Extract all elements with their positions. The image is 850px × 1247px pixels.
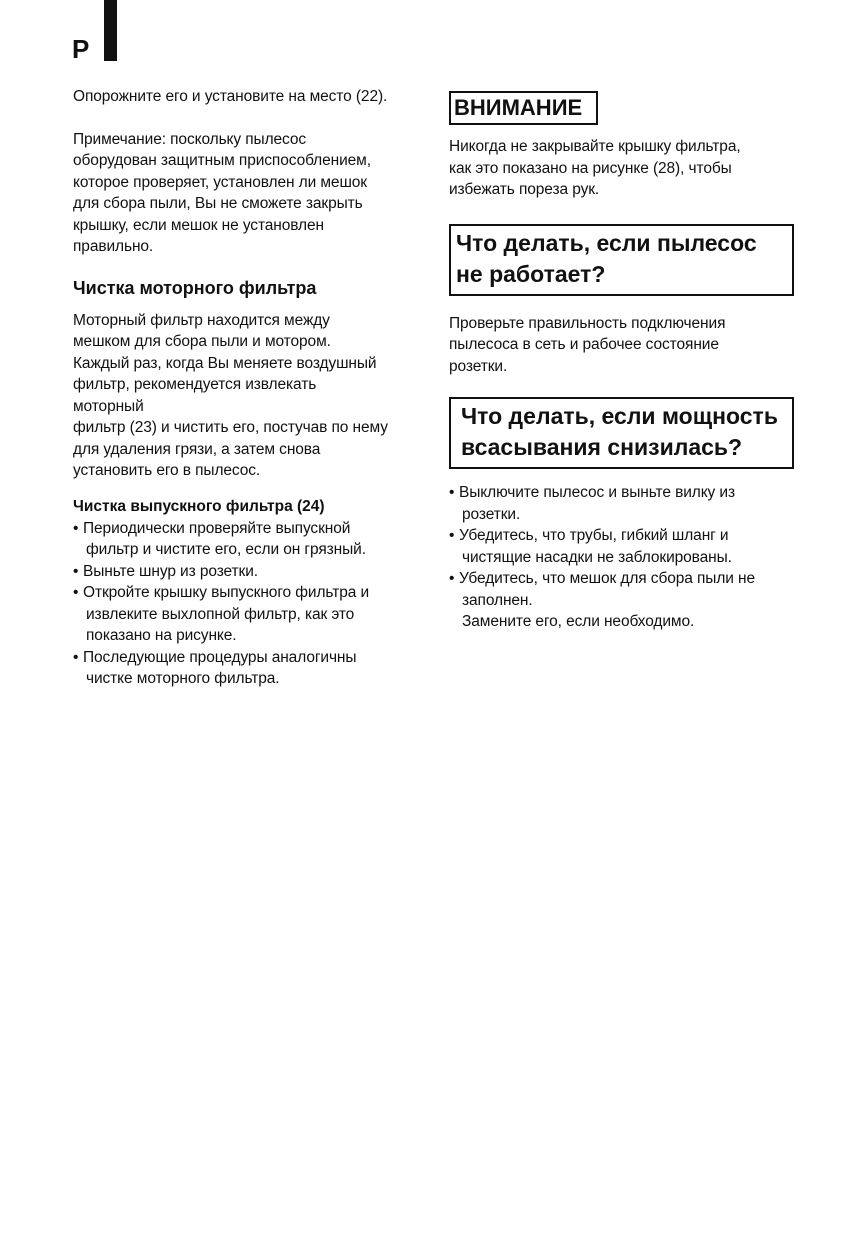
warning-title-box: ВНИМАНИЕ: [449, 91, 598, 125]
warning-line: избежать пореза рук.: [449, 181, 600, 198]
note-paragraph: [73, 129, 418, 258]
question-line: всасывания снизилась?: [461, 434, 743, 460]
list-item: • Откройте крышку выпускного фильтра и извлеките выхлопной фильтр, как это показано на рисунке.: [73, 582, 418, 647]
empty-bag-text: Опорожните его и установите на место (22).: [73, 88, 388, 105]
question-line: Что делать, если пылесос: [456, 229, 757, 256]
answer-paragraph: [449, 313, 794, 378]
motor-line: Моторный фильтр находится между: [73, 311, 330, 329]
note-line: которое проверяет, установлен ли мешок: [73, 173, 367, 191]
note-line: для сбора пыли, Вы не сможете закрыть: [73, 195, 363, 212]
answer-line: Проверьте правильность подключения: [449, 314, 726, 332]
note-line: правильно.: [73, 238, 154, 255]
note-line: Примечание: поскольку пылесос: [73, 130, 307, 148]
motor-line: установить его в пылесос.: [73, 462, 261, 479]
motor-line: Каждый раз, когда Вы меняете воздушный: [73, 354, 377, 372]
note-line: оборудован защитным приспособлением,: [73, 152, 371, 169]
motor-filter-heading: Чистка моторного фильтра: [73, 277, 317, 298]
warning-paragraph: [449, 136, 794, 201]
left-column: [73, 86, 418, 690]
exhaust-steps-list: [73, 518, 418, 690]
note-line: крышку, если мешок не установлен: [73, 216, 324, 234]
motor-line: для удаления грязи, а затем снова: [73, 440, 321, 458]
question-box-suction-power: [449, 397, 794, 469]
list-item: • Периодически проверяйте выпускной фильтр и чистите его, если он грязный.: [73, 518, 418, 561]
answer-line: пылесоса в сеть и рабочее состояние: [449, 336, 719, 353]
question-box-not-working: [449, 224, 794, 296]
question-line: не работает?: [456, 260, 606, 287]
list-item: • Выньте шнур из розетки.: [73, 561, 418, 583]
language-marker: [72, 30, 97, 62]
exhaust-filter-heading: Чистка выпускного фильтра (24): [73, 497, 325, 515]
motor-line: моторный: [73, 397, 144, 415]
suction-checklist: [449, 482, 794, 633]
language-letter: P: [72, 34, 90, 64]
list-item: • Убедитесь, что мешок для сбора пыли не заполнен. Замените его, если необходимо.: [449, 568, 794, 633]
list-item: • Убедитесь, что трубы, гибкий шланг и чистящие насадки не заблокированы.: [449, 525, 794, 568]
motor-line: фильтр (23) и чистить его, постучав по нему: [73, 419, 388, 436]
motor-filter-paragraph: [73, 310, 418, 482]
right-column: [449, 91, 794, 633]
warning-line: Никогда не закрывайте крышку фильтра,: [449, 138, 741, 155]
answer-line: розетки.: [449, 357, 508, 375]
list-item: • Последующие процедуры аналогичны чистке моторного фильтра.: [73, 647, 418, 690]
language-bar: [104, 0, 117, 61]
question-line: Что делать, если мощность: [461, 403, 778, 429]
motor-line: фильтр, рекомендуется извлекать: [73, 376, 317, 393]
warning-line: как это показано на рисунке (28), чтобы: [449, 159, 732, 177]
motor-line: мешком для сбора пыли и мотором.: [73, 333, 331, 350]
list-item: • Выключите пылесос и выньте вилку из розетки.: [449, 482, 794, 525]
